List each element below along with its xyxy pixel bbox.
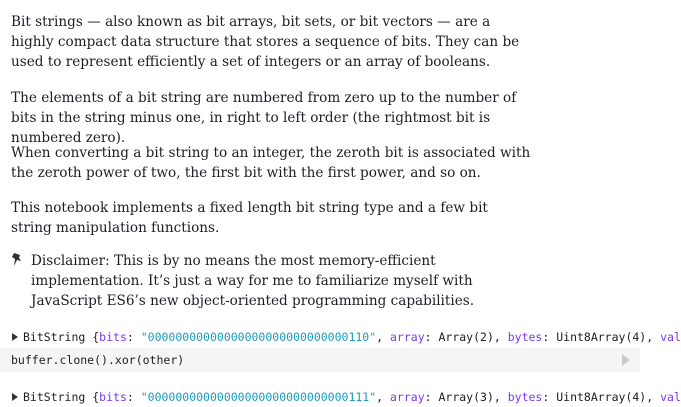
code-arg: other: [142, 353, 178, 367]
code-prefix: buffer: [11, 353, 53, 367]
trailing-key: val: [660, 390, 681, 404]
numbering-paragraph: The elements of a bit string are numbered from zero up to the number of bits in the string minus one, in right to left order (the rightmost bit is numbered zero).: [11, 90, 517, 146]
array-value: Array(3): [438, 390, 494, 404]
expand-triangle-icon[interactable]: [12, 333, 18, 341]
bits-key: bits: [99, 330, 127, 344]
array-key: array: [390, 390, 425, 404]
clone-call: clone: [59, 353, 95, 367]
class-name: BitString: [23, 390, 86, 404]
bytes-value: Uint8Array(4): [556, 330, 647, 344]
output-line-2[interactable]: BitString {bits: "00000000000000000000000000000111", array: Array(3), bytes: Uint8Array(4), val: [0, 387, 640, 407]
disclaimer-note: Disclaimer: This is by no means the most memory-efficient implementation. It’s just a way for me to familiarize myself with JavaScript ES6’s new object-oriented programming capabilities.: [31, 253, 475, 309]
bytes-value: Uint8Array(4): [556, 390, 647, 404]
bytes-key: bytes: [507, 330, 543, 344]
bytes-key: bytes: [507, 390, 543, 404]
code-text[interactable]: buffer.clone().xor(other): [11, 353, 185, 367]
bits-value: "00000000000000000000000000000110": [140, 330, 377, 344]
implementation-paragraph: This notebook implements a fixed length bit string type and a few bit string manipulation functions.: [11, 200, 488, 236]
array-key: array: [390, 330, 425, 344]
code-cell[interactable]: [0, 348, 640, 372]
conversion-paragraph: When converting a bit string to an integer, the zeroth bit is associated with the zeroth power of two, the first bit with the first power, and so on.: [11, 145, 531, 181]
trailing-key: val: [660, 330, 681, 344]
xor-call: xor: [114, 353, 136, 367]
intro-paragraph: Bit strings — also known as bit arrays, bit sets, or bit vectors — are a highly compact data structure that stores a sequence of bits. They can be used to represent efficiently a set of integers or an array of booleans.: [11, 14, 520, 70]
pushpin-icon: [11, 252, 23, 268]
run-cell-icon[interactable]: [622, 354, 630, 366]
class-name: BitString: [23, 330, 86, 344]
bits-value: "00000000000000000000000000000111": [140, 390, 377, 404]
bits-key: bits: [99, 390, 127, 404]
open-brace: {: [85, 390, 100, 404]
array-value: Array(2): [438, 330, 494, 344]
output-line-1[interactable]: BitString {bits: "00000000000000000000000000000110", array: Array(2), bytes: Uint8Array(4), val: [0, 327, 640, 347]
expand-triangle-icon[interactable]: [12, 393, 18, 401]
open-brace: {: [85, 330, 100, 344]
